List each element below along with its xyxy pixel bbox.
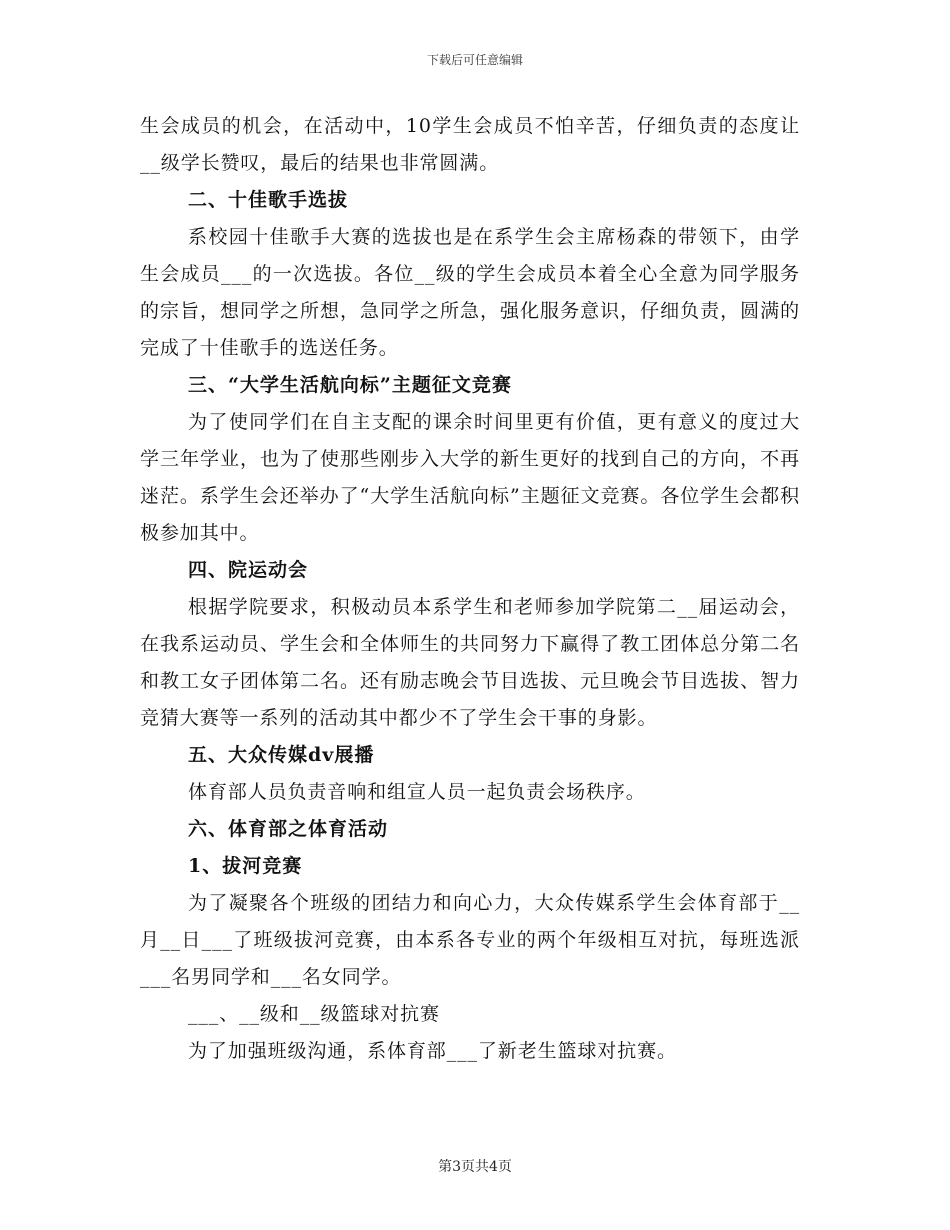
document-body [140, 108, 800, 1070]
page-header: 下载后可任意编辑 [426, 53, 523, 67]
section-heading-essay-contest: 三、“大学生活航向标”主题征文竞赛 [188, 374, 512, 396]
page-number: 第3页共4页 [438, 1159, 512, 1175]
paragraph-tug-of-war: 为了凝聚各个班级的团结力和向心力，大众传媒系学生会体育部于__月__日___了班级拔河竞赛，由本系各专业的两个年级相互对抗，每班选派___名男同学和___名女同学。 [140, 892, 800, 988]
paragraph-dv-broadcast: 体育部人员负责音响和组宣人员一起负责会场秩序。 [188, 781, 646, 803]
section-heading-sports-meet: 四、院运动会 [188, 559, 309, 581]
paragraph-singer-selection: 系校园十佳歌手大赛的选拔也是在系学生会主席杨森的带领下，由学生会成员___的一次选拔。各位__级的学生会成员本着全心全意为同学服务的宗旨，想同学之所想，急同学之所急，强化服务意识，仔细负责，圆满的完成了十佳歌手的选送任务。 [140, 226, 800, 359]
paragraph-basketball-title: ___、__级和__级篮球对抗赛 [188, 1003, 440, 1025]
paragraph-continued: 生会成员的机会，在活动中，10学生会成员不怕辛苦，仔细负责的态度让__级学长赞叹，最后的结果也非常圆满。 [140, 115, 800, 174]
paragraph-essay-contest: 为了使同学们在自主支配的课余时间里更有价值，更有意义的度过大学三年学业，也为了使那些刚步入大学的新生更好的找到自己的方向，不再迷茫。系学生会还举办了“大学生活航向标”主题征文竞赛。各位学生会都积极参加其中。 [140, 411, 800, 544]
subsection-heading-tug-of-war: 1、拔河竞赛 [188, 855, 303, 877]
section-heading-sports-activities: 六、体育部之体育活动 [188, 818, 389, 840]
paragraph-basketball: 为了加强班级沟通，系体育部___了新老生篮球对抗赛。 [188, 1040, 677, 1062]
paragraph-sports-meet: 根据学院要求，积极动员本系学生和老师参加学院第二__届运动会，在我系运动员、学生会和全体师生的共同努力下赢得了教工团体总分第二名和教工女子团体第二名。还有励志晚会节目选拔、元旦晚会节目选拔、智力竞猜大赛等一系列的活动其中都少不了学生会干事的身影。 [140, 596, 800, 729]
section-heading-singer-selection: 二、十佳歌手选拔 [188, 189, 349, 211]
section-heading-dv-broadcast: 五、大众传媒dv展播 [188, 744, 375, 766]
